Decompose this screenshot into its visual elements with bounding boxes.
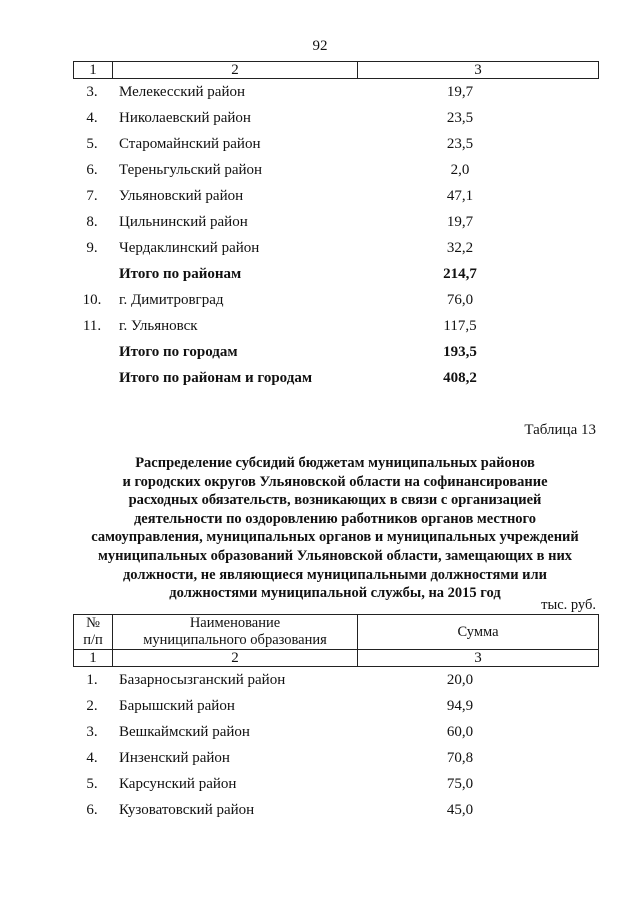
row-value: 193,5 [443, 343, 477, 360]
table-row [73, 105, 599, 131]
row-value: 117,5 [443, 317, 477, 334]
row-name: Мелекесский район [119, 83, 246, 100]
table-row [73, 771, 599, 797]
row-number: 10. [82, 291, 102, 308]
table-total-row [73, 365, 599, 391]
col-number-2: 2 [113, 62, 358, 78]
header-col-name [113, 615, 358, 649]
header-col-sum: Сумма [457, 623, 499, 640]
table-row [73, 235, 599, 261]
table-row [73, 131, 599, 157]
row-value: 214,7 [443, 265, 477, 282]
table-row [73, 719, 599, 745]
row-number: 3. [86, 723, 98, 740]
header-col-number-line1: № [86, 615, 100, 631]
row-value: 47,1 [446, 187, 474, 204]
row-value: 76,0 [446, 291, 474, 308]
table-row [73, 745, 599, 771]
row-number: 2. [86, 697, 98, 714]
row-value: 32,2 [446, 239, 474, 256]
table-row [73, 693, 599, 719]
table-row [73, 797, 599, 823]
row-value: 70,8 [446, 749, 474, 766]
table-row [73, 287, 599, 313]
subsidy-table [73, 614, 599, 823]
table-total-row [73, 261, 599, 287]
title-line: и городских округов Ульяновской области на софинансирование [122, 473, 548, 490]
col-number-3: 3 [474, 650, 482, 666]
row-value: 60,0 [446, 723, 474, 740]
row-number: 1. [86, 671, 98, 688]
row-number: 8. [86, 213, 98, 230]
row-number: 4. [86, 749, 98, 766]
row-name: Инзенский район [119, 749, 230, 766]
row-name: г. Димитровград [119, 291, 224, 308]
row-name: Карсунский район [119, 775, 237, 792]
row-name: Чердаклинский район [119, 239, 260, 256]
row-number: 6. [86, 801, 98, 818]
table-body [73, 79, 599, 391]
row-number: 9. [86, 239, 98, 256]
row-name: Николаевский район [119, 109, 251, 126]
row-value: 23,5 [446, 135, 474, 152]
col-number-1: 1 [74, 62, 113, 78]
table-title [70, 454, 600, 603]
table-row [73, 667, 599, 693]
row-number: 11. [82, 317, 102, 334]
row-name: Старомайнский район [119, 135, 261, 152]
row-number: 7. [86, 187, 98, 204]
row-name: Тереньгульский район [119, 161, 263, 178]
title-line: расходных обязательств, возникающих в связи с организацией [128, 492, 542, 509]
row-value: 408,2 [443, 369, 477, 386]
title-line: муниципальных образований Ульяновской области, замещающих в них [97, 547, 573, 564]
col-number-3: 3 [474, 62, 482, 78]
title-line: должности, не являющиеся муниципальными должностями или [122, 566, 548, 583]
row-number: 4. [86, 109, 98, 126]
title-line: Распределение субсидий бюджетам муниципальных районов [135, 455, 535, 471]
page-number: 92 [312, 38, 328, 54]
title-line: самоуправления, муниципальных органов и муниципальных учреждений [91, 529, 579, 546]
row-number: 5. [86, 135, 98, 152]
row-name: Итого по районам [119, 265, 242, 282]
table-column-numbers [73, 61, 599, 79]
units-label: тыс. руб. [541, 597, 596, 613]
table-header [73, 614, 599, 650]
header-col-name-line2: муниципального образования [143, 632, 327, 648]
row-value: 19,7 [446, 213, 474, 230]
row-name: Итого по городам [119, 343, 238, 360]
table-column-numbers [73, 650, 599, 667]
table-label: Таблица 13 [524, 422, 596, 438]
row-name: Барышский район [119, 697, 235, 714]
table-continuation [73, 61, 599, 391]
row-value: 2,0 [450, 161, 470, 178]
row-number: 6. [86, 161, 98, 178]
row-value: 23,5 [446, 109, 474, 126]
table-row [73, 313, 599, 339]
header-col-name-line1: Наименование [189, 615, 281, 631]
col-number-1: 1 [74, 650, 113, 666]
row-value: 20,0 [446, 671, 474, 688]
row-number: 5. [86, 775, 98, 792]
header-col-number-line2: п/п [83, 632, 103, 648]
table-total-row [73, 339, 599, 365]
title-line: должностями муниципальной службы, на 2015 год [169, 585, 501, 602]
title-line: деятельности по оздоровлению работников органов местного [133, 510, 537, 527]
row-name: Базарносызганский район [119, 671, 286, 688]
row-value: 45,0 [446, 801, 474, 818]
table-body [73, 667, 599, 823]
table-row [73, 157, 599, 183]
row-value: 94,9 [446, 697, 474, 714]
row-number: 3. [86, 83, 98, 100]
row-name: г. Ульяновск [119, 317, 198, 334]
row-name: Цильнинский район [119, 213, 248, 230]
row-value: 19,7 [446, 83, 474, 100]
table-row [73, 209, 599, 235]
col-number-2: 2 [113, 650, 358, 666]
row-name: Кузоватовский район [119, 801, 255, 818]
table-row [73, 79, 599, 105]
header-col-number [74, 615, 113, 649]
table-row [73, 183, 599, 209]
row-value: 75,0 [446, 775, 474, 792]
row-name: Ульяновский район [119, 187, 244, 204]
row-name: Вешкаймский район [119, 723, 250, 740]
row-name: Итого по районам и городам [119, 369, 313, 386]
